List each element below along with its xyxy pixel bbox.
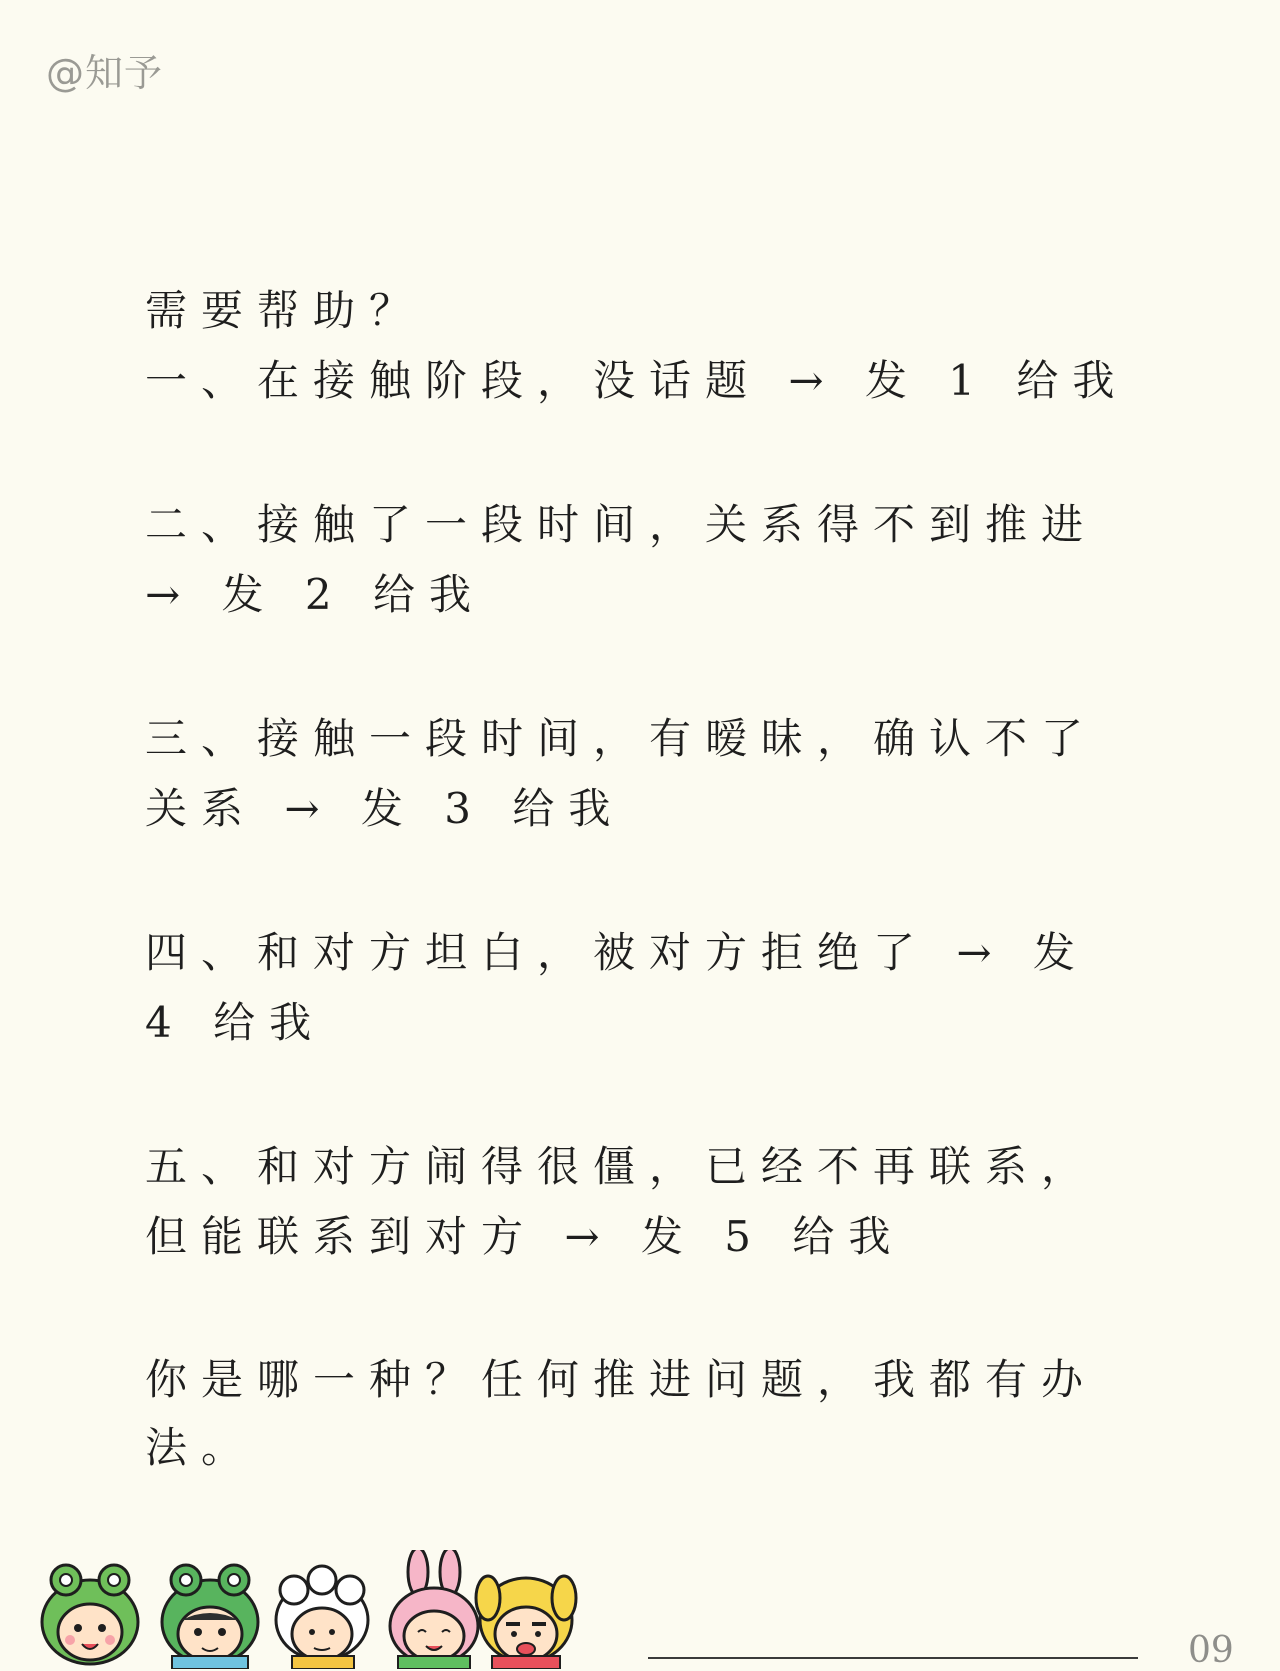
option-5: 五、和对方闹得很僵，已经不再联系，但能联系到对方 → 发 5 给我 xyxy=(145,1142,1098,1261)
watermark: @知予 xyxy=(46,51,164,95)
closing-text: 你是哪一种？任何推进问题，我都有办法。 xyxy=(145,1355,1098,1472)
option-3: 三、接触一段时间，有暧昧，确认不了关系 → 发 3 给我 xyxy=(145,714,1098,833)
option-2: 二、接触了一段时间，关系得不到推进 → 发 2 给我 xyxy=(145,500,1098,619)
article-body xyxy=(145,278,1145,1482)
option-1: 一、在接触阶段，没话题 → 发 1 给我 xyxy=(145,356,1129,405)
page-divider-line xyxy=(648,1657,1138,1659)
sheep-hood-character-icon xyxy=(276,1566,368,1669)
frog-hood-character-icon xyxy=(162,1565,258,1669)
option-4: 四、和对方坦白，被对方拒绝了 → 发 4 给我 xyxy=(145,928,1089,1047)
heading: 需要帮助？ xyxy=(145,286,426,335)
bunny-hood-character-icon xyxy=(390,1550,478,1669)
frog-hood-character-icon xyxy=(42,1565,138,1664)
cartoon-characters-illustration xyxy=(22,1550,602,1669)
page-number: 09 xyxy=(1188,1630,1234,1671)
dog-hood-character-icon xyxy=(476,1576,576,1669)
